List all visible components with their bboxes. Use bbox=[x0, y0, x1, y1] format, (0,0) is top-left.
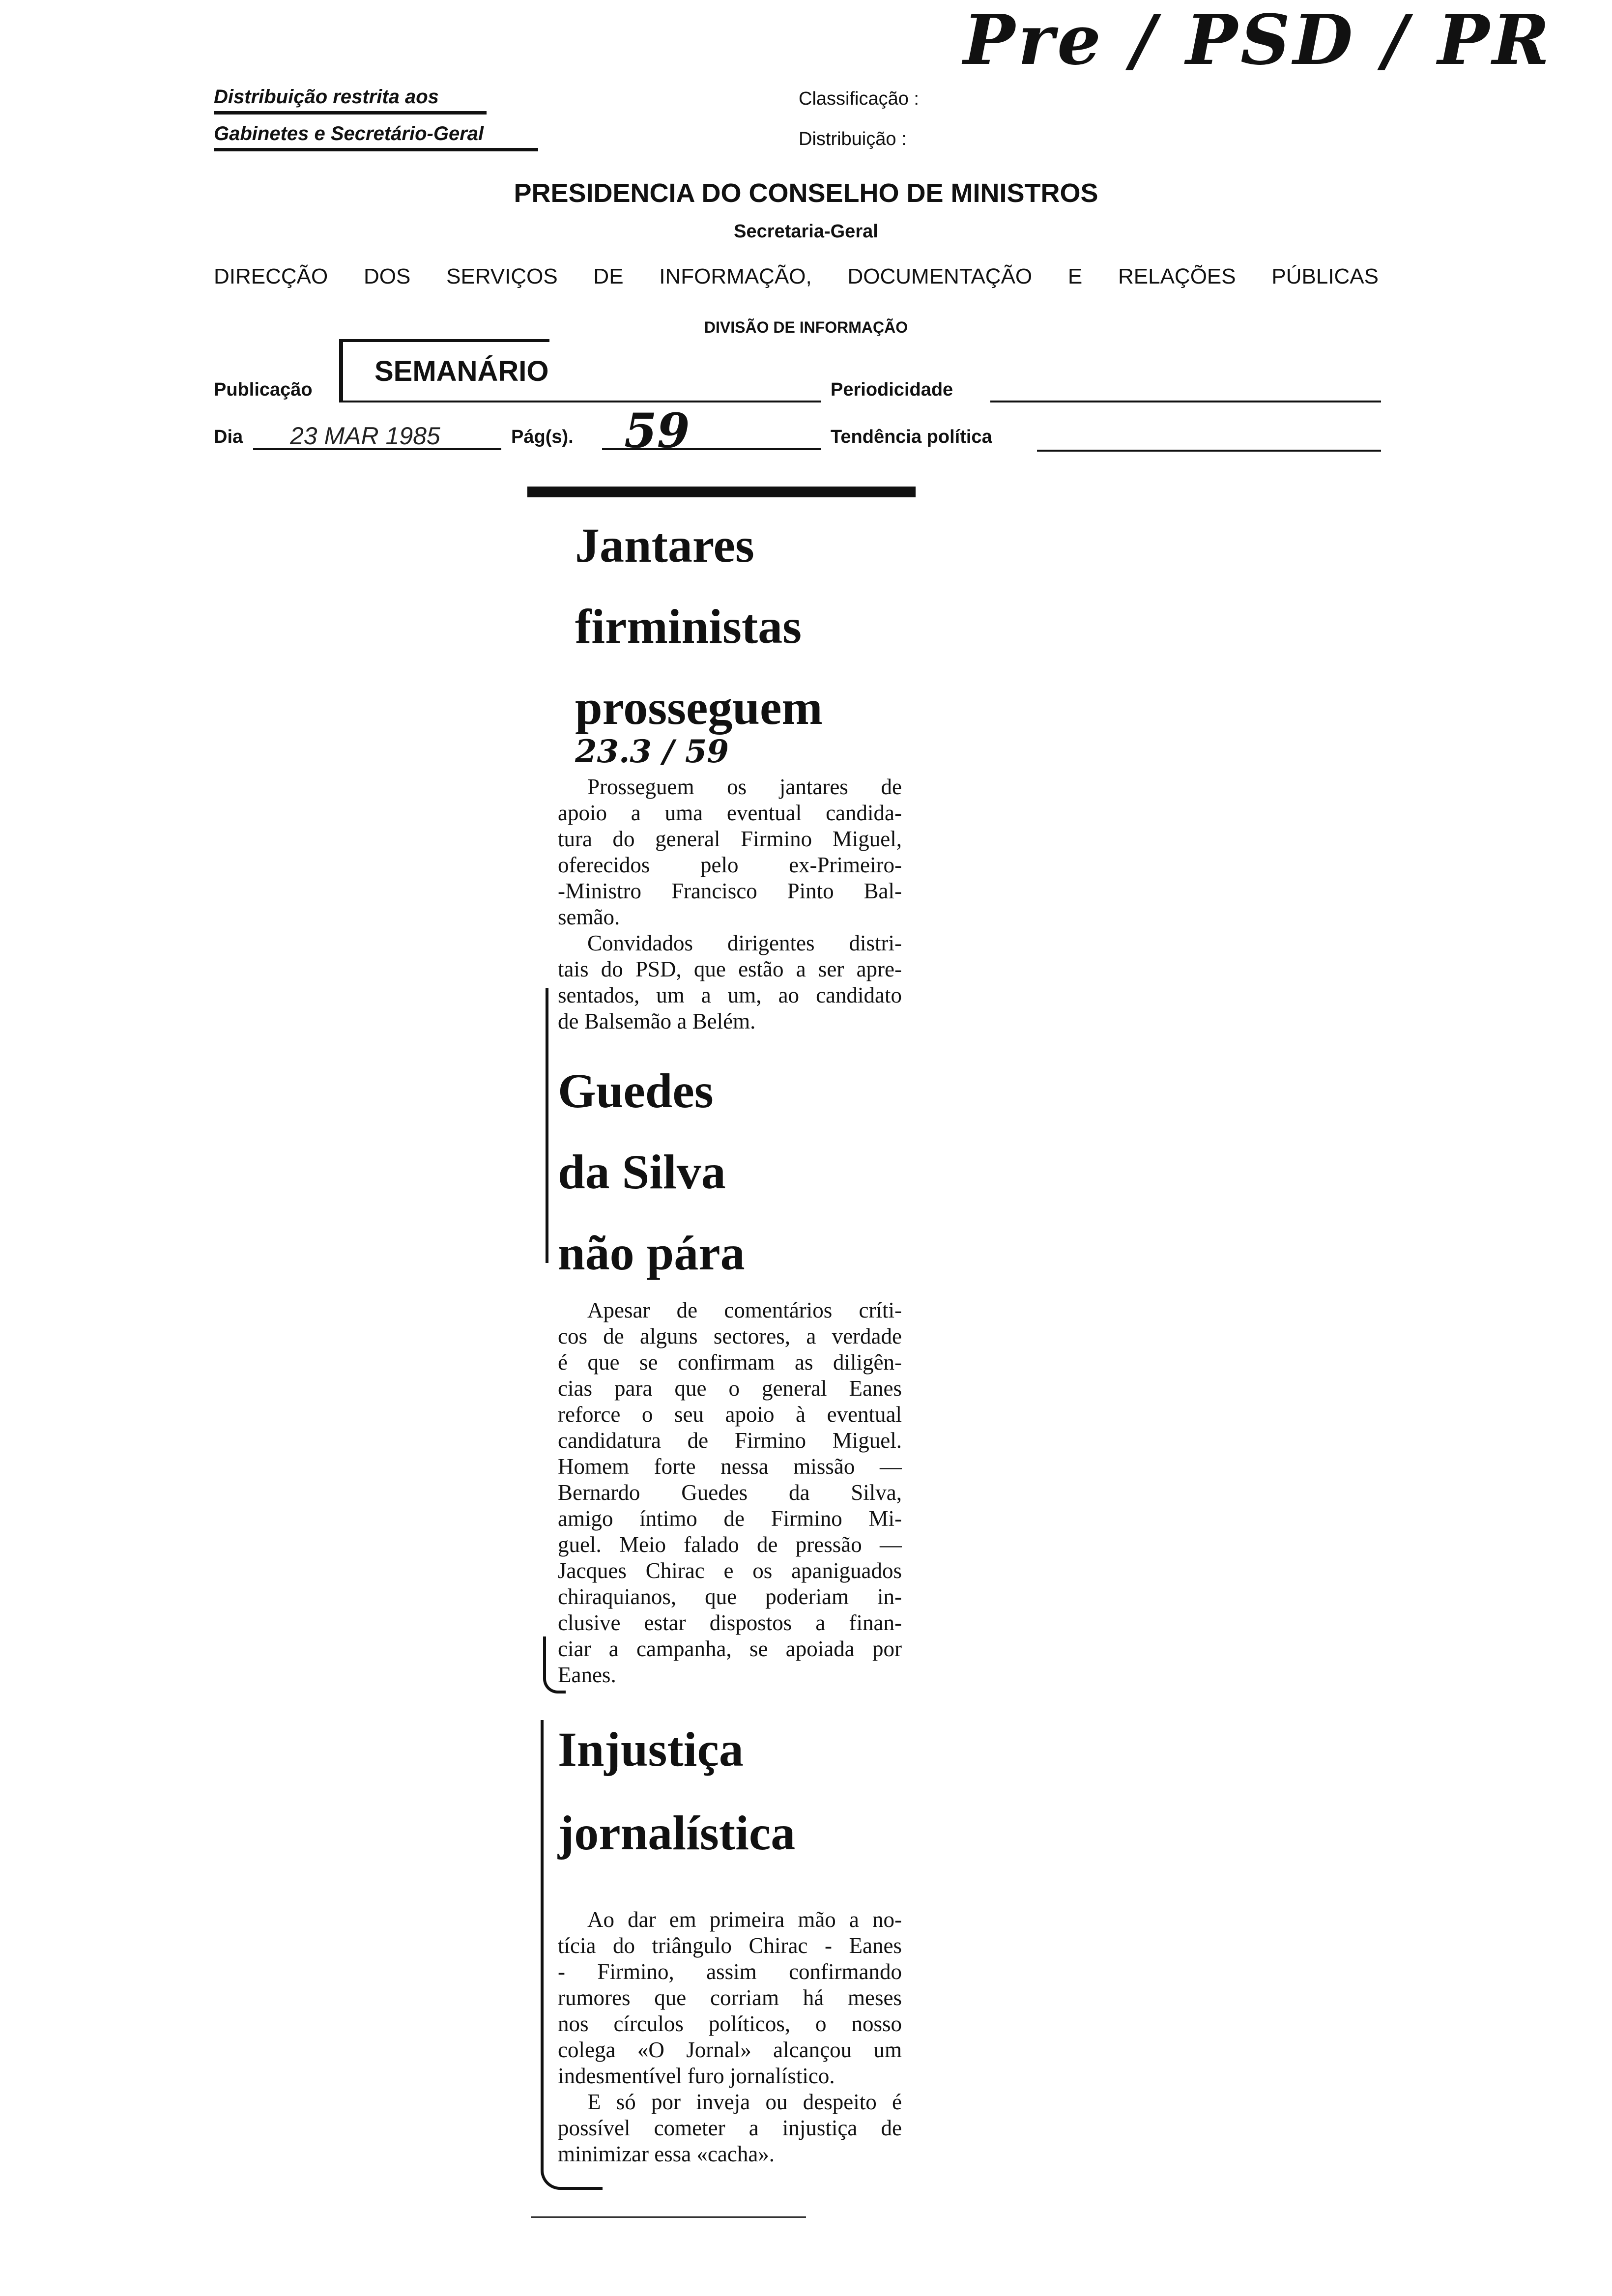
text-line: tura do general Firmino Miguel, bbox=[558, 827, 902, 851]
text-line: Jacques Chirac e os apaniguados bbox=[558, 1558, 902, 1583]
headline-line: Guedes bbox=[558, 1063, 714, 1118]
margin-bracket bbox=[541, 1720, 603, 2190]
text-line: candidatura de Firmino Miguel. bbox=[558, 1428, 902, 1453]
text-line: sentados, um a um, ao candidato bbox=[558, 983, 902, 1007]
headline-line: não pára bbox=[558, 1226, 745, 1280]
text-line: E só por inveja ou despeito é bbox=[587, 2090, 902, 2114]
periodicity-field bbox=[990, 381, 1381, 402]
text-line: Eanes. bbox=[558, 1663, 616, 1687]
text-line: Convidados dirigentes distri- bbox=[587, 931, 902, 955]
text-line: colega «O Jornal» alcançou um bbox=[558, 2038, 902, 2062]
headline-line: firministas bbox=[575, 599, 802, 654]
paragraph bbox=[558, 1907, 902, 2089]
text-line: Homem forte nessa missão — bbox=[558, 1454, 902, 1479]
text-line: apoio a uma eventual candida- bbox=[558, 801, 902, 825]
text-line: tícia do triângulo Chirac - Eanes bbox=[558, 1933, 902, 1958]
article-body bbox=[558, 774, 902, 1034]
margin-bracket bbox=[546, 988, 548, 1263]
text-line: de Balsemão a Belém. bbox=[558, 1009, 756, 1033]
headline-line: Injustiça bbox=[558, 1722, 744, 1777]
institution-title: PRESIDENCIA DO CONSELHO DE MINISTROS bbox=[514, 178, 1098, 208]
division-line: DIVISÃO DE INFORMAÇÃO bbox=[704, 318, 908, 336]
paragraph bbox=[558, 930, 902, 1034]
text-line: oferecidos pelo ex-Primeiro- bbox=[558, 853, 902, 877]
text-line: ciar a campanha, se apoiada por bbox=[558, 1636, 902, 1661]
publication-label: Publicação bbox=[214, 379, 313, 400]
text-line: -Ministro Francisco Pinto Bal- bbox=[558, 879, 902, 903]
pages-handwritten: 59 bbox=[624, 403, 690, 459]
handwritten-classification: Pre / PSD / PR bbox=[963, 0, 1553, 81]
divider-bar bbox=[527, 487, 916, 497]
text-line: rumores que corriam há meses bbox=[558, 1985, 902, 2010]
article-body bbox=[558, 1907, 902, 2167]
text-line: nos círculos políticos, o nosso bbox=[558, 2011, 902, 2036]
headline-line: prosseguem bbox=[575, 680, 823, 735]
text-line: tais do PSD, que estão a ser apre- bbox=[558, 957, 902, 981]
margin-bracket bbox=[543, 1636, 566, 1693]
distribution-label: Distribuição : bbox=[799, 129, 907, 149]
text-line: cos de alguns sectores, a verdade bbox=[558, 1324, 902, 1349]
political-tendency-label: Tendência política bbox=[831, 427, 992, 447]
text-line: reforce o seu apoio à eventual bbox=[558, 1402, 902, 1427]
article-body bbox=[558, 1297, 902, 1688]
text-line: Ao dar em primeira mão a no- bbox=[587, 1907, 902, 1932]
paragraph bbox=[558, 2089, 902, 2167]
restricted-distribution-line2: Gabinetes e Secretário-Geral bbox=[214, 123, 538, 151]
paragraph bbox=[558, 1297, 902, 1688]
text-line: Bernardo Guedes da Silva, bbox=[558, 1480, 902, 1505]
end-rule bbox=[531, 2216, 806, 2218]
headline-line: da Silva bbox=[558, 1145, 726, 1199]
text-line: minimizar essa «cacha». bbox=[558, 2142, 775, 2166]
text-line: amigo íntimo de Firmino Mi- bbox=[558, 1506, 902, 1531]
text-line: guel. Meio falado de pressão — bbox=[558, 1532, 902, 1557]
text-line: Apesar de comentários críti- bbox=[587, 1298, 902, 1322]
headline-line: jornalística bbox=[558, 1806, 796, 1860]
directorate-line: DIRECÇÃO DOS SERVIÇOS DE INFORMAÇÃO, DOCUMENTAÇÃO E RELAÇÕES PÚBLICAS bbox=[214, 264, 1379, 288]
pages-label: Pág(s). bbox=[511, 427, 574, 447]
periodicity-label: Periodicidade bbox=[831, 379, 953, 400]
text-line: chiraquianos, que poderiam in- bbox=[558, 1584, 902, 1609]
paragraph bbox=[558, 774, 902, 930]
publication-stamp: SEMANÁRIO bbox=[374, 355, 549, 387]
text-line: cias para que o general Eanes bbox=[558, 1376, 902, 1401]
text-line: indesmentível furo jornalístico. bbox=[558, 2064, 835, 2088]
text-line: semão. bbox=[558, 905, 620, 929]
text-line: - Firmino, assim confirmando bbox=[558, 1959, 902, 1984]
day-stamp: 23 MAR 1985 bbox=[290, 422, 440, 450]
political-tendency-field bbox=[1037, 430, 1381, 452]
text-line: Prosseguem os jantares de bbox=[587, 775, 902, 799]
handwritten-reference: 23.3 / 59 bbox=[575, 733, 729, 770]
restricted-distribution-line1: Distribuição restrita aos bbox=[214, 86, 487, 115]
headline-line: Jantares bbox=[575, 518, 754, 573]
classification-label: Classificação : bbox=[799, 88, 919, 109]
day-label: Dia bbox=[214, 427, 243, 447]
text-line: possível cometer a injustiça de bbox=[558, 2116, 902, 2140]
institution-subtitle: Secretaria-Geral bbox=[734, 221, 878, 242]
text-line: clusive estar dispostos a finan- bbox=[558, 1610, 902, 1635]
text-line: é que se confirmam as diligên- bbox=[558, 1350, 902, 1375]
